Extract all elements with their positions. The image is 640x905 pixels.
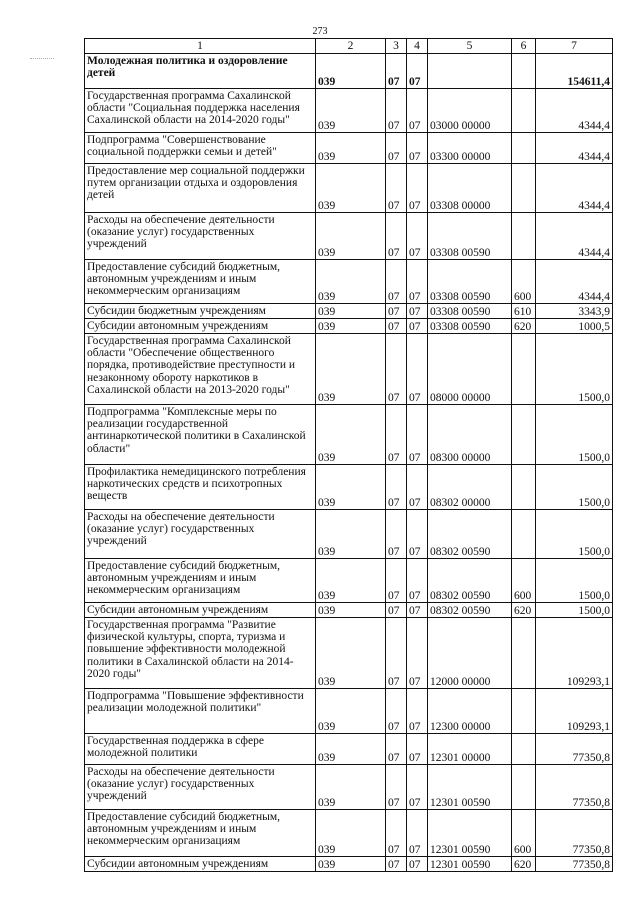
row-amount: 109293,1 xyxy=(536,689,613,734)
row-section: 07 xyxy=(386,334,407,405)
row-target-code: 12301 00590 xyxy=(428,765,512,810)
row-section: 07 xyxy=(386,405,407,465)
row-expense-type xyxy=(512,213,536,260)
row-target-code: 12301 00000 xyxy=(428,734,512,765)
row-section: 07 xyxy=(386,164,407,213)
row-target-code: 08302 00590 xyxy=(428,603,512,618)
row-section: 07 xyxy=(386,54,407,89)
row-name: Государственная программа Сахалинской области "Социальная поддержка населения Сахалинской области на 2014-2020 годы" xyxy=(85,89,316,133)
row-amount: 4344,4 xyxy=(536,133,613,164)
row-gr-code: 039 xyxy=(316,810,386,857)
row-subsection: 07 xyxy=(407,618,428,689)
row-subsection: 07 xyxy=(407,734,428,765)
header-cell-7: 7 xyxy=(536,39,613,54)
row-section: 07 xyxy=(386,89,407,133)
row-target-code: 03308 00590 xyxy=(428,304,512,319)
row-gr-code: 039 xyxy=(316,618,386,689)
row-section: 07 xyxy=(386,618,407,689)
row-subsection: 07 xyxy=(407,559,428,603)
row-subsection: 07 xyxy=(407,89,428,133)
table-row xyxy=(85,765,613,810)
row-target-code: 12300 00000 xyxy=(428,689,512,734)
row-target-code: 03308 00000 xyxy=(428,164,512,213)
row-expense-type: 620 xyxy=(512,857,536,872)
row-gr-code: 039 xyxy=(316,689,386,734)
row-target-code xyxy=(428,54,512,89)
table-row xyxy=(85,164,613,213)
row-subsection: 07 xyxy=(407,465,428,510)
budget-table xyxy=(84,38,613,872)
row-subsection: 07 xyxy=(407,857,428,872)
row-section: 07 xyxy=(386,213,407,260)
row-section: 07 xyxy=(386,304,407,319)
table-row xyxy=(85,319,613,334)
row-name: Государственная программа "Развитие физической культуры, спорта, туризма и повышение эффективности молодежной политики в Сахалинской области на 2014-2020 годы" xyxy=(85,618,316,689)
row-name: Субсидии автономным учреждениям xyxy=(85,603,316,618)
row-name: Субсидии автономным учреждениям xyxy=(85,857,316,872)
row-subsection: 07 xyxy=(407,334,428,405)
row-name: Субсидии бюджетным учреждениям xyxy=(85,304,316,319)
row-name: Предоставление субсидий бюджетным, автономным учреждениям и иным некоммерческим организациям xyxy=(85,260,316,304)
row-gr-code: 039 xyxy=(316,334,386,405)
row-expense-type xyxy=(512,765,536,810)
row-amount: 109293,1 xyxy=(536,618,613,689)
row-target-code: 08302 00590 xyxy=(428,559,512,603)
row-amount: 1500,0 xyxy=(536,603,613,618)
row-amount: 4344,4 xyxy=(536,89,613,133)
row-subsection: 07 xyxy=(407,405,428,465)
row-gr-code: 039 xyxy=(316,765,386,810)
row-gr-code: 039 xyxy=(316,133,386,164)
row-amount: 77350,8 xyxy=(536,734,613,765)
row-amount: 1500,0 xyxy=(536,510,613,559)
row-expense-type xyxy=(512,89,536,133)
row-expense-type: 600 xyxy=(512,559,536,603)
header-cell-4: 4 xyxy=(407,39,428,54)
table-row xyxy=(85,465,613,510)
row-amount: 77350,8 xyxy=(536,857,613,872)
row-name: Государственная поддержка в сфере молодежной политики xyxy=(85,734,316,765)
row-gr-code: 039 xyxy=(316,260,386,304)
row-target-code: 03300 00000 xyxy=(428,133,512,164)
row-expense-type xyxy=(512,618,536,689)
row-target-code: 08000 00000 xyxy=(428,334,512,405)
row-subsection: 07 xyxy=(407,810,428,857)
row-section: 07 xyxy=(386,465,407,510)
table-row xyxy=(85,618,613,689)
row-name: Субсидии автономным учреждениям xyxy=(85,319,316,334)
row-section: 07 xyxy=(386,857,407,872)
row-amount: 77350,8 xyxy=(536,810,613,857)
page-number: 273 xyxy=(312,26,328,37)
row-target-code: 12301 00590 xyxy=(428,857,512,872)
row-amount: 4344,4 xyxy=(536,213,613,260)
row-amount: 4344,4 xyxy=(536,260,613,304)
row-expense-type xyxy=(512,133,536,164)
row-subsection: 07 xyxy=(407,260,428,304)
table-row xyxy=(85,213,613,260)
row-amount: 1500,0 xyxy=(536,465,613,510)
row-gr-code: 039 xyxy=(316,465,386,510)
row-amount: 1500,0 xyxy=(536,405,613,465)
row-name: Подпрограмма "Совершенствование социальной поддержки семьи и детей" xyxy=(85,133,316,164)
table-row xyxy=(85,260,613,304)
row-subsection: 07 xyxy=(407,304,428,319)
row-gr-code: 039 xyxy=(316,857,386,872)
header-cell-2: 2 xyxy=(316,39,386,54)
row-expense-type xyxy=(512,54,536,89)
row-expense-type xyxy=(512,334,536,405)
table-row xyxy=(85,603,613,618)
row-name: Подпрограмма "Повышение эффективности реализации молодежной политики" xyxy=(85,689,316,734)
header-cell-1: 1 xyxy=(85,39,316,54)
table-row xyxy=(85,54,613,89)
row-gr-code: 039 xyxy=(316,164,386,213)
row-expense-type: 610 xyxy=(512,304,536,319)
row-target-code: 12301 00590 xyxy=(428,810,512,857)
margin-mark xyxy=(30,58,54,67)
row-gr-code: 039 xyxy=(316,54,386,89)
table-row xyxy=(85,89,613,133)
row-subsection: 07 xyxy=(407,213,428,260)
row-expense-type: 600 xyxy=(512,260,536,304)
table-row xyxy=(85,734,613,765)
row-gr-code: 039 xyxy=(316,304,386,319)
table-row xyxy=(85,857,613,872)
row-name: Предоставление мер социальной поддержки путем организации отдыха и оздоровления детей xyxy=(85,164,316,213)
header-row xyxy=(85,39,613,54)
row-section: 07 xyxy=(386,260,407,304)
row-subsection: 07 xyxy=(407,765,428,810)
row-gr-code: 039 xyxy=(316,559,386,603)
table-row xyxy=(85,304,613,319)
row-gr-code: 039 xyxy=(316,405,386,465)
row-target-code: 08300 00000 xyxy=(428,405,512,465)
table-row xyxy=(85,334,613,405)
row-expense-type: 600 xyxy=(512,810,536,857)
row-subsection: 07 xyxy=(407,164,428,213)
row-expense-type xyxy=(512,734,536,765)
row-target-code: 12000 00000 xyxy=(428,618,512,689)
row-target-code: 03000 00000 xyxy=(428,89,512,133)
row-name: Профилактика немедицинского потребления наркотических средств и психотропных веществ xyxy=(85,465,316,510)
row-section: 07 xyxy=(386,689,407,734)
row-section: 07 xyxy=(386,810,407,857)
row-section: 07 xyxy=(386,510,407,559)
row-subsection: 07 xyxy=(407,133,428,164)
header-cell-5: 5 xyxy=(428,39,512,54)
row-section: 07 xyxy=(386,765,407,810)
table-row xyxy=(85,689,613,734)
table-row xyxy=(85,510,613,559)
row-name: Предоставление субсидий бюджетным, автономным учреждениям и иным некоммерческим организациям xyxy=(85,810,316,857)
row-expense-type xyxy=(512,510,536,559)
row-section: 07 xyxy=(386,559,407,603)
row-gr-code: 039 xyxy=(316,213,386,260)
row-amount: 4344,4 xyxy=(536,164,613,213)
row-expense-type xyxy=(512,465,536,510)
row-gr-code: 039 xyxy=(316,734,386,765)
row-subsection: 07 xyxy=(407,54,428,89)
row-subsection: 07 xyxy=(407,319,428,334)
row-subsection: 07 xyxy=(407,689,428,734)
row-amount: 77350,8 xyxy=(536,765,613,810)
row-name: Расходы на обеспечение деятельности (оказание услуг) государственных учреждений xyxy=(85,765,316,810)
row-gr-code: 039 xyxy=(316,89,386,133)
row-target-code: 08302 00590 xyxy=(428,510,512,559)
row-section: 07 xyxy=(386,133,407,164)
row-name: Расходы на обеспечение деятельности (оказание услуг) государственных учреждений xyxy=(85,213,316,260)
row-amount: 154611,4 xyxy=(536,54,613,89)
row-amount: 1500,0 xyxy=(536,559,613,603)
table-row xyxy=(85,405,613,465)
row-section: 07 xyxy=(386,319,407,334)
row-gr-code: 039 xyxy=(316,603,386,618)
row-expense-type xyxy=(512,164,536,213)
row-gr-code: 039 xyxy=(316,319,386,334)
table-row xyxy=(85,810,613,857)
row-expense-type: 620 xyxy=(512,603,536,618)
row-section: 07 xyxy=(386,734,407,765)
row-name: Предоставление субсидий бюджетным, автономным учреждениям и иным некоммерческим организациям xyxy=(85,559,316,603)
row-target-code: 03308 00590 xyxy=(428,260,512,304)
row-amount: 1500,0 xyxy=(536,334,613,405)
row-name: Молодежная политика и оздоровление детей xyxy=(85,54,316,89)
table-row xyxy=(85,559,613,603)
row-amount: 1000,5 xyxy=(536,319,613,334)
row-gr-code: 039 xyxy=(316,510,386,559)
row-subsection: 07 xyxy=(407,510,428,559)
row-target-code: 08302 00000 xyxy=(428,465,512,510)
row-expense-type xyxy=(512,689,536,734)
row-amount: 3343,9 xyxy=(536,304,613,319)
row-section: 07 xyxy=(386,603,407,618)
row-name: Расходы на обеспечение деятельности (оказание услуг) государственных учреждений xyxy=(85,510,316,559)
row-expense-type xyxy=(512,405,536,465)
header-cell-3: 3 xyxy=(386,39,407,54)
header-cell-6: 6 xyxy=(512,39,536,54)
row-name: Государственная программа Сахалинской области "Обеспечение общественного порядка, противодействие преступности и незаконному обороту наркотиков в Сахалинской области на 2013-2020 годы" xyxy=(85,334,316,405)
table-row xyxy=(85,133,613,164)
row-name: Подпрограмма "Комплексные меры по реализации государственной антинаркотической политики в Сахалинской области" xyxy=(85,405,316,465)
row-target-code: 03308 00590 xyxy=(428,213,512,260)
row-expense-type: 620 xyxy=(512,319,536,334)
row-subsection: 07 xyxy=(407,603,428,618)
row-target-code: 03308 00590 xyxy=(428,319,512,334)
